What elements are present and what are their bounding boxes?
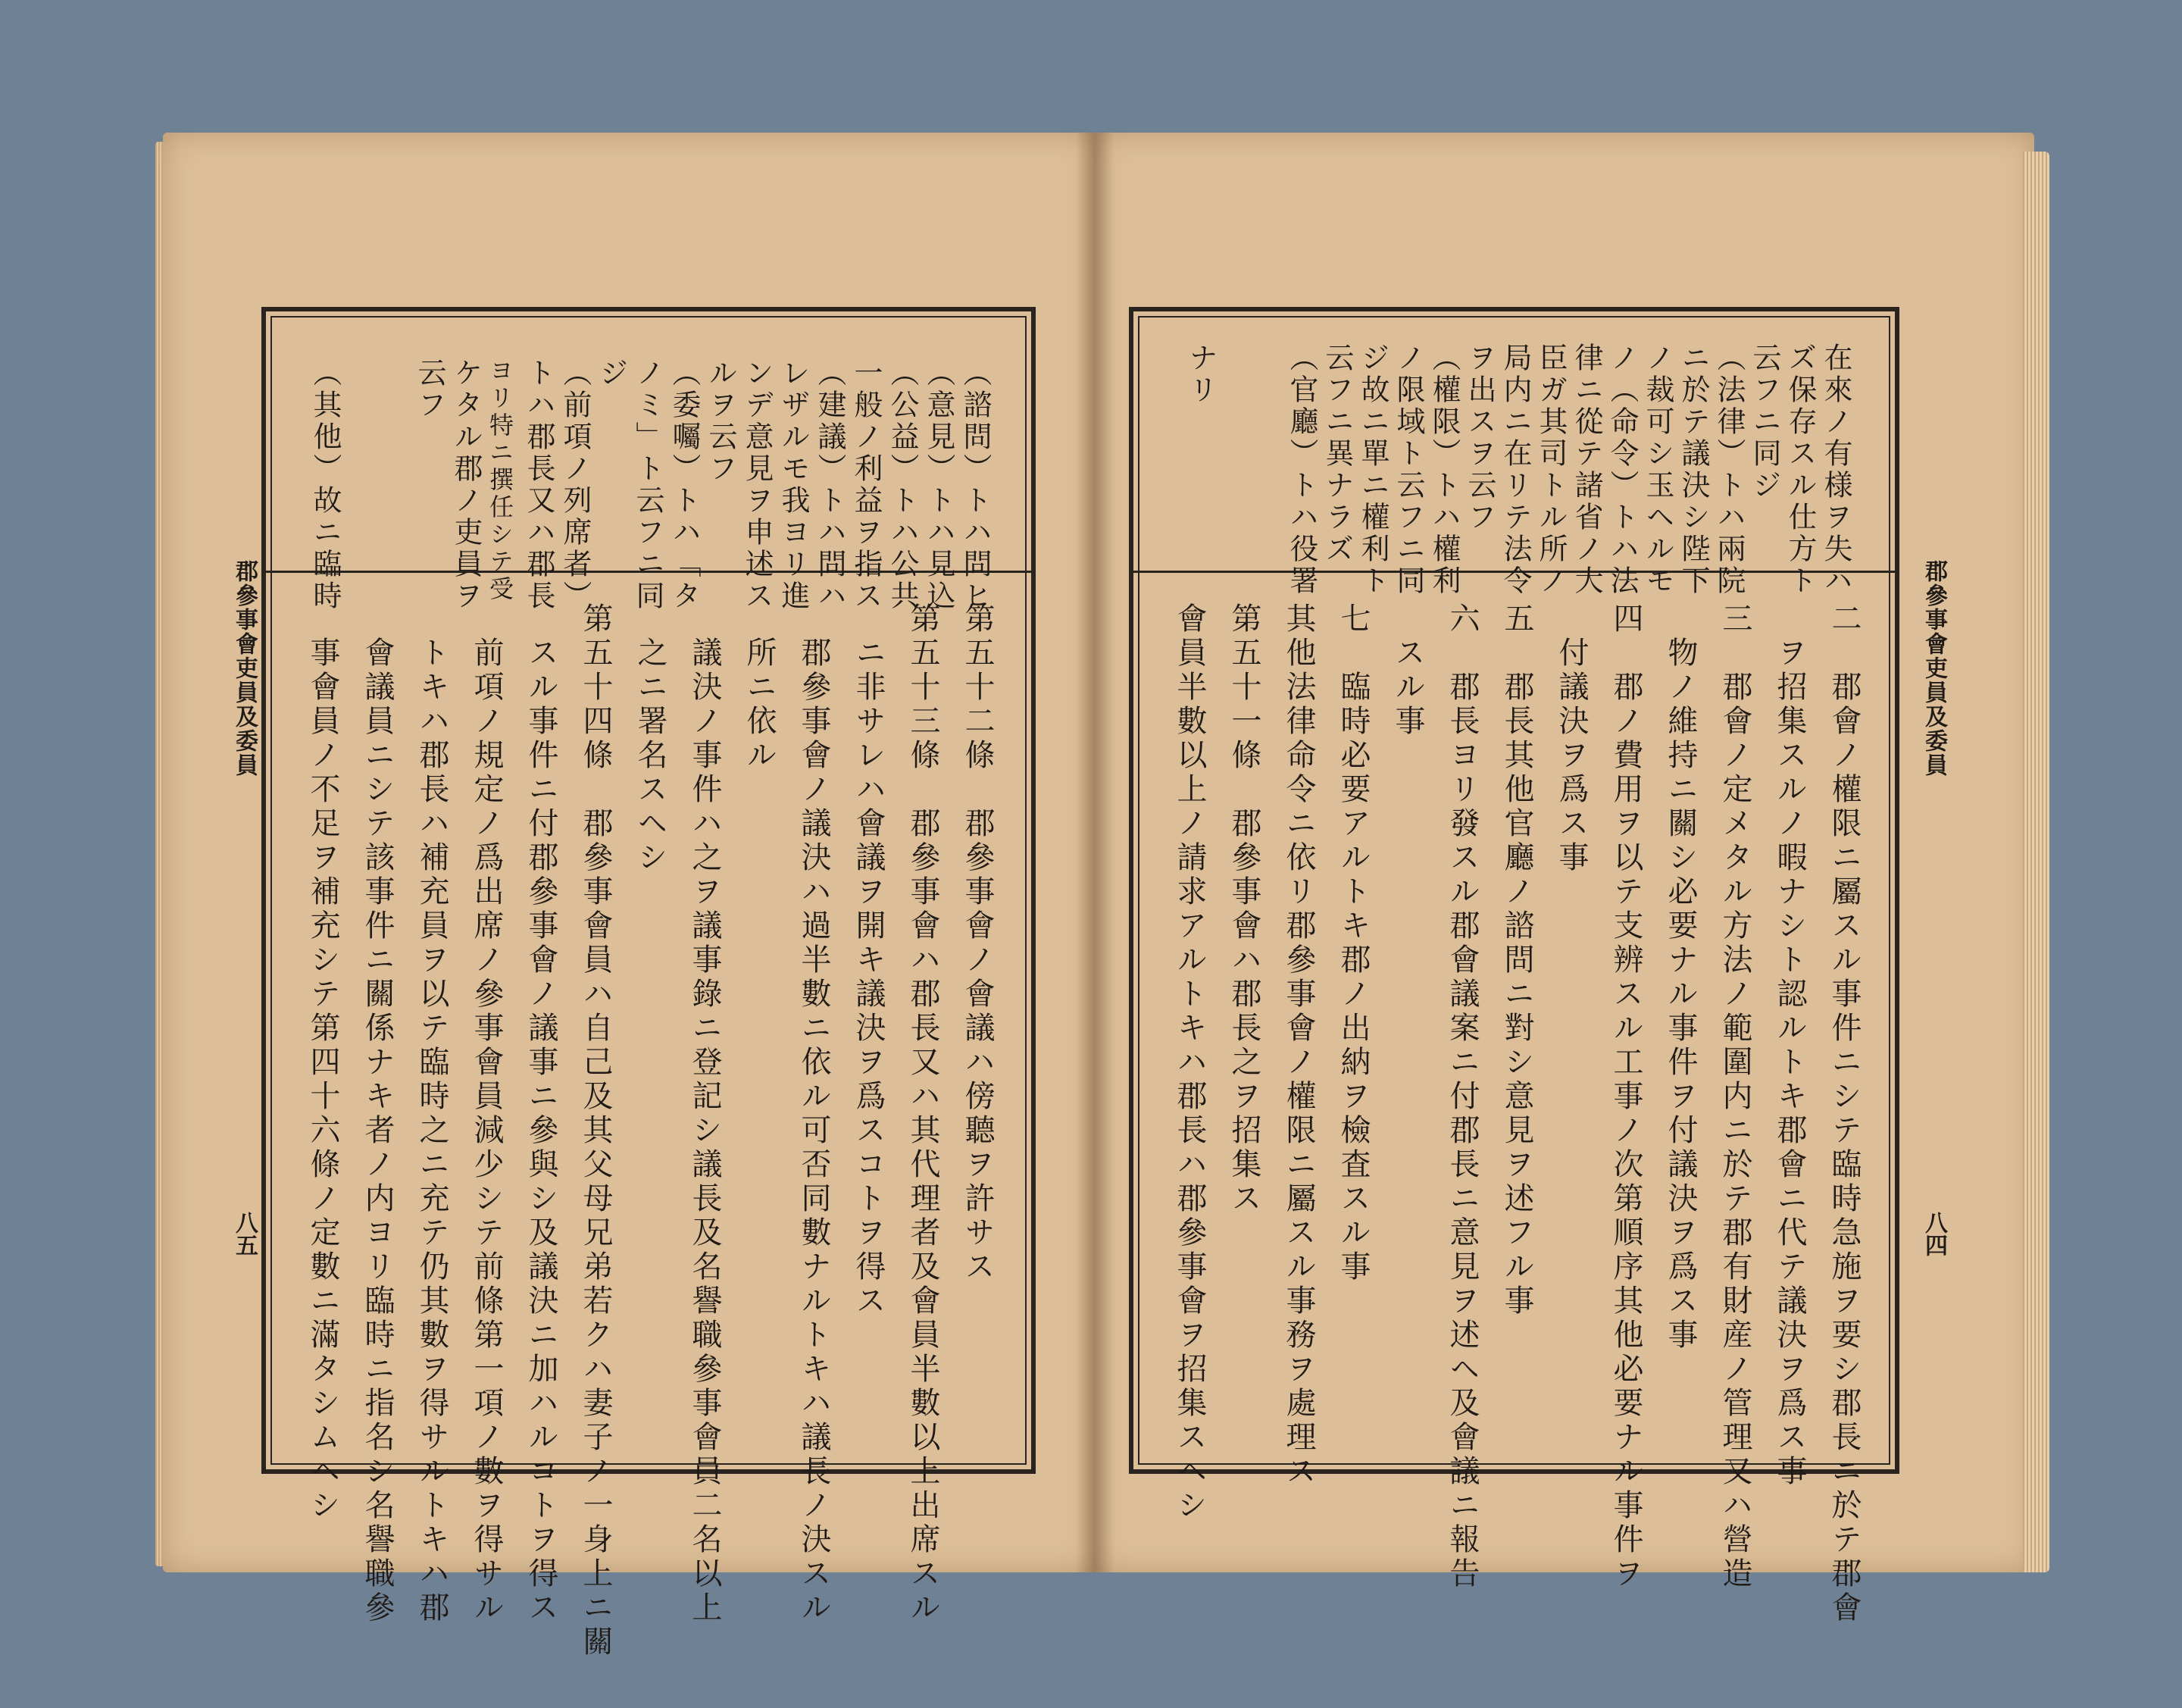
left-article-54: 第五十四條 郡參事會員ハ自己及其父母兄弟若クハ妻子ノ一身上ニ關: [578, 602, 613, 1660]
left-article-53: 第五十三條 郡參事會ハ郡長又ハ其代理者及會員半數以上出席スル: [905, 602, 940, 1625]
right-gloss-6: ノ裁可シ玉ヘルモ: [1641, 343, 1674, 597]
left-article-53-line-3: 郡參事會ノ議決ハ過半數ニ依ル可否同數ナルトキハ議長ノ決スル: [796, 602, 831, 1625]
left-article-53-line-4: 所ニ依ル: [742, 602, 777, 773]
right-gloss-1: 在來ノ有様ヲ失ハ: [1819, 343, 1852, 597]
right-gloss-13: ノ限域ト云フニ同: [1392, 343, 1425, 597]
right-gloss-11: ヲ出スヲ云フ: [1463, 343, 1496, 533]
left-article-54-line-6: 事會員ノ不足ヲ補充シテ第四十六條ノ定數ニ滿タシムヘシ: [305, 602, 340, 1523]
right-gloss-9: 臣ガ其司トル所ノ: [1534, 343, 1568, 597]
right-item-7: 七 臨時必要アルトキ郡ノ出納ヲ檢査スル事: [1336, 602, 1371, 1284]
left-running-header: 郡參事會吏員及委員: [231, 559, 258, 777]
right-item-2: 二 郡會ノ權限ニ屬スル事件ニシテ臨時急施ヲ要シ郡長ニ於テ郡會: [1827, 602, 1862, 1625]
right-gloss-14: ジ故ニ單ニ權利ト: [1356, 343, 1390, 597]
right-item-4: 四 郡ノ費用ヲ以テ支辨スル工事ノ次第順序其他必要ナル事件ヲ: [1608, 602, 1643, 1591]
left-gloss-17: （其他）故ニ臨時: [308, 358, 342, 612]
left-article-54-line-3: 前項ノ規定ノ爲出席ノ參事會員減少シテ前條第一項ノ數ヲ得サル: [469, 602, 504, 1625]
right-gloss-17: ナリ: [1184, 343, 1218, 406]
right-other-provision: 其他法律命令ニ依リ郡參事會ノ權限ニ屬スル事務ヲ處理ス: [1281, 602, 1316, 1489]
left-gloss-14: ヨリ特ニ撰任シテ受: [486, 358, 514, 603]
left-gloss-6: レザルモ我ヨリ進: [777, 358, 810, 612]
left-gloss-3: （公益）トハ公共: [886, 358, 919, 612]
left-page-number: 八五: [231, 1211, 258, 1256]
right-gloss-10: 局内ニ在リテ法令: [1499, 343, 1532, 597]
left-article-53-line-6: 之ニ署名スヘシ: [633, 602, 667, 875]
left-gloss-15: ケタル郡ノ吏員ヲ: [449, 358, 483, 612]
right-gloss-7: ノ（命令）トハ法: [1605, 343, 1639, 597]
right-gloss-8: 律ニ從テ諸省ノ大: [1570, 343, 1603, 597]
left-article-52: 第五十二條 郡參事會ノ會議ハ傍聽ヲ許サス: [960, 602, 995, 1284]
left-gloss-10: ノミ」ト云フニ同: [631, 358, 664, 612]
right-gloss-2: ズ保存スル仕方ト: [1783, 343, 1817, 597]
right-article-51: 第五十一條 郡參事會ハ郡長之ヲ招集ス: [1227, 602, 1261, 1216]
right-gloss-15: 云フニ異ナラズ: [1321, 343, 1354, 565]
right-gloss-4: （法律）トハ兩院: [1712, 343, 1746, 597]
right-article-51-line-2: 會員半數以上ノ請求アルトキハ郡長ハ郡參事會ヲ招集スヘシ: [1172, 602, 1207, 1523]
left-article-54-line-4: トキハ郡長ハ補充員ヲ以テ臨時之ニ充テ仍其數ヲ得サルトキハ郡: [414, 602, 449, 1625]
left-gloss-1: （諮問）トハ問ヒ: [958, 358, 992, 612]
left-gloss-8: ルヲ云フ: [704, 358, 737, 485]
left-gloss-7: ンデ意見ヲ申述ス: [740, 358, 774, 612]
right-item-4-line-2: 付議決ヲ爲ス事: [1554, 602, 1589, 875]
left-gloss-12: （前項ノ列席者）: [558, 358, 592, 612]
right-item-5: 五 郡長其他官廳ノ諮問ニ對シ意見ヲ述フル事: [1499, 602, 1534, 1319]
right-gloss-5: ニ於テ議決シ陛下: [1677, 343, 1710, 597]
right-page-edges: [2023, 152, 2049, 1572]
right-item-6: 六 郡長ヨリ發スル郡會議案ニ付郡長ニ意見ヲ述ヘ及會議ニ報告: [1445, 602, 1480, 1591]
left-gloss-16: 云フ: [413, 358, 446, 421]
right-item-3-line-2: 物ノ維持ニ關シ必要ナル事件ヲ付議決ヲ爲ス事: [1663, 602, 1698, 1353]
left-gloss-4: 一般ノ利益ヲ指ス: [849, 358, 883, 612]
left-gloss-13: トハ郡長又ハ郡長: [522, 358, 555, 612]
right-item-2-line-2: ヲ招集スルノ暇ナシト認ルトキ郡會ニ代テ議決ヲ爲ス事: [1772, 602, 1807, 1489]
left-article-53-line-5: 議決ノ事件ハ之ヲ議事錄ニ登記シ議長及名譽職參事會員二名以上: [687, 602, 722, 1625]
left-article-54-line-5: 會議員ニシテ該事件ニ關係ナキ者ノ内ヨリ臨時ニ指名シ名譽職參: [360, 602, 395, 1625]
right-gloss-12: （權限）トハ權利: [1427, 343, 1461, 597]
right-running-header: 郡參事會吏員及委員: [1921, 559, 1947, 777]
left-article-54-line-2: スル事件ニ付郡參事會ノ議事ニ參與シ及議決ニ加ハルコトヲ得ス: [524, 602, 558, 1625]
book-gutter: [1076, 133, 1114, 1572]
right-gloss-3: 云フニ同ジ: [1748, 343, 1781, 502]
left-gloss-5: （建議）トハ問ハ: [813, 358, 846, 612]
right-item-3: 三 郡會ノ定メタル方法ノ範圍内ニ於テ郡有財産ノ管理又ハ營造: [1718, 602, 1752, 1591]
left-gloss-2: （意見）トハ見込: [922, 358, 955, 612]
left-article-53-line-2: ニ非サレハ會議ヲ開キ議決ヲ爲スコトヲ得ス: [851, 602, 886, 1319]
left-gloss-9: （委囑）トハ「タ: [667, 358, 701, 612]
right-gloss-16: （官廳）トハ役署: [1285, 343, 1318, 597]
right-page-number: 八四: [1921, 1211, 1947, 1256]
right-item-6-line-2: スル事: [1390, 602, 1425, 739]
left-gloss-11: ジ: [595, 358, 628, 389]
